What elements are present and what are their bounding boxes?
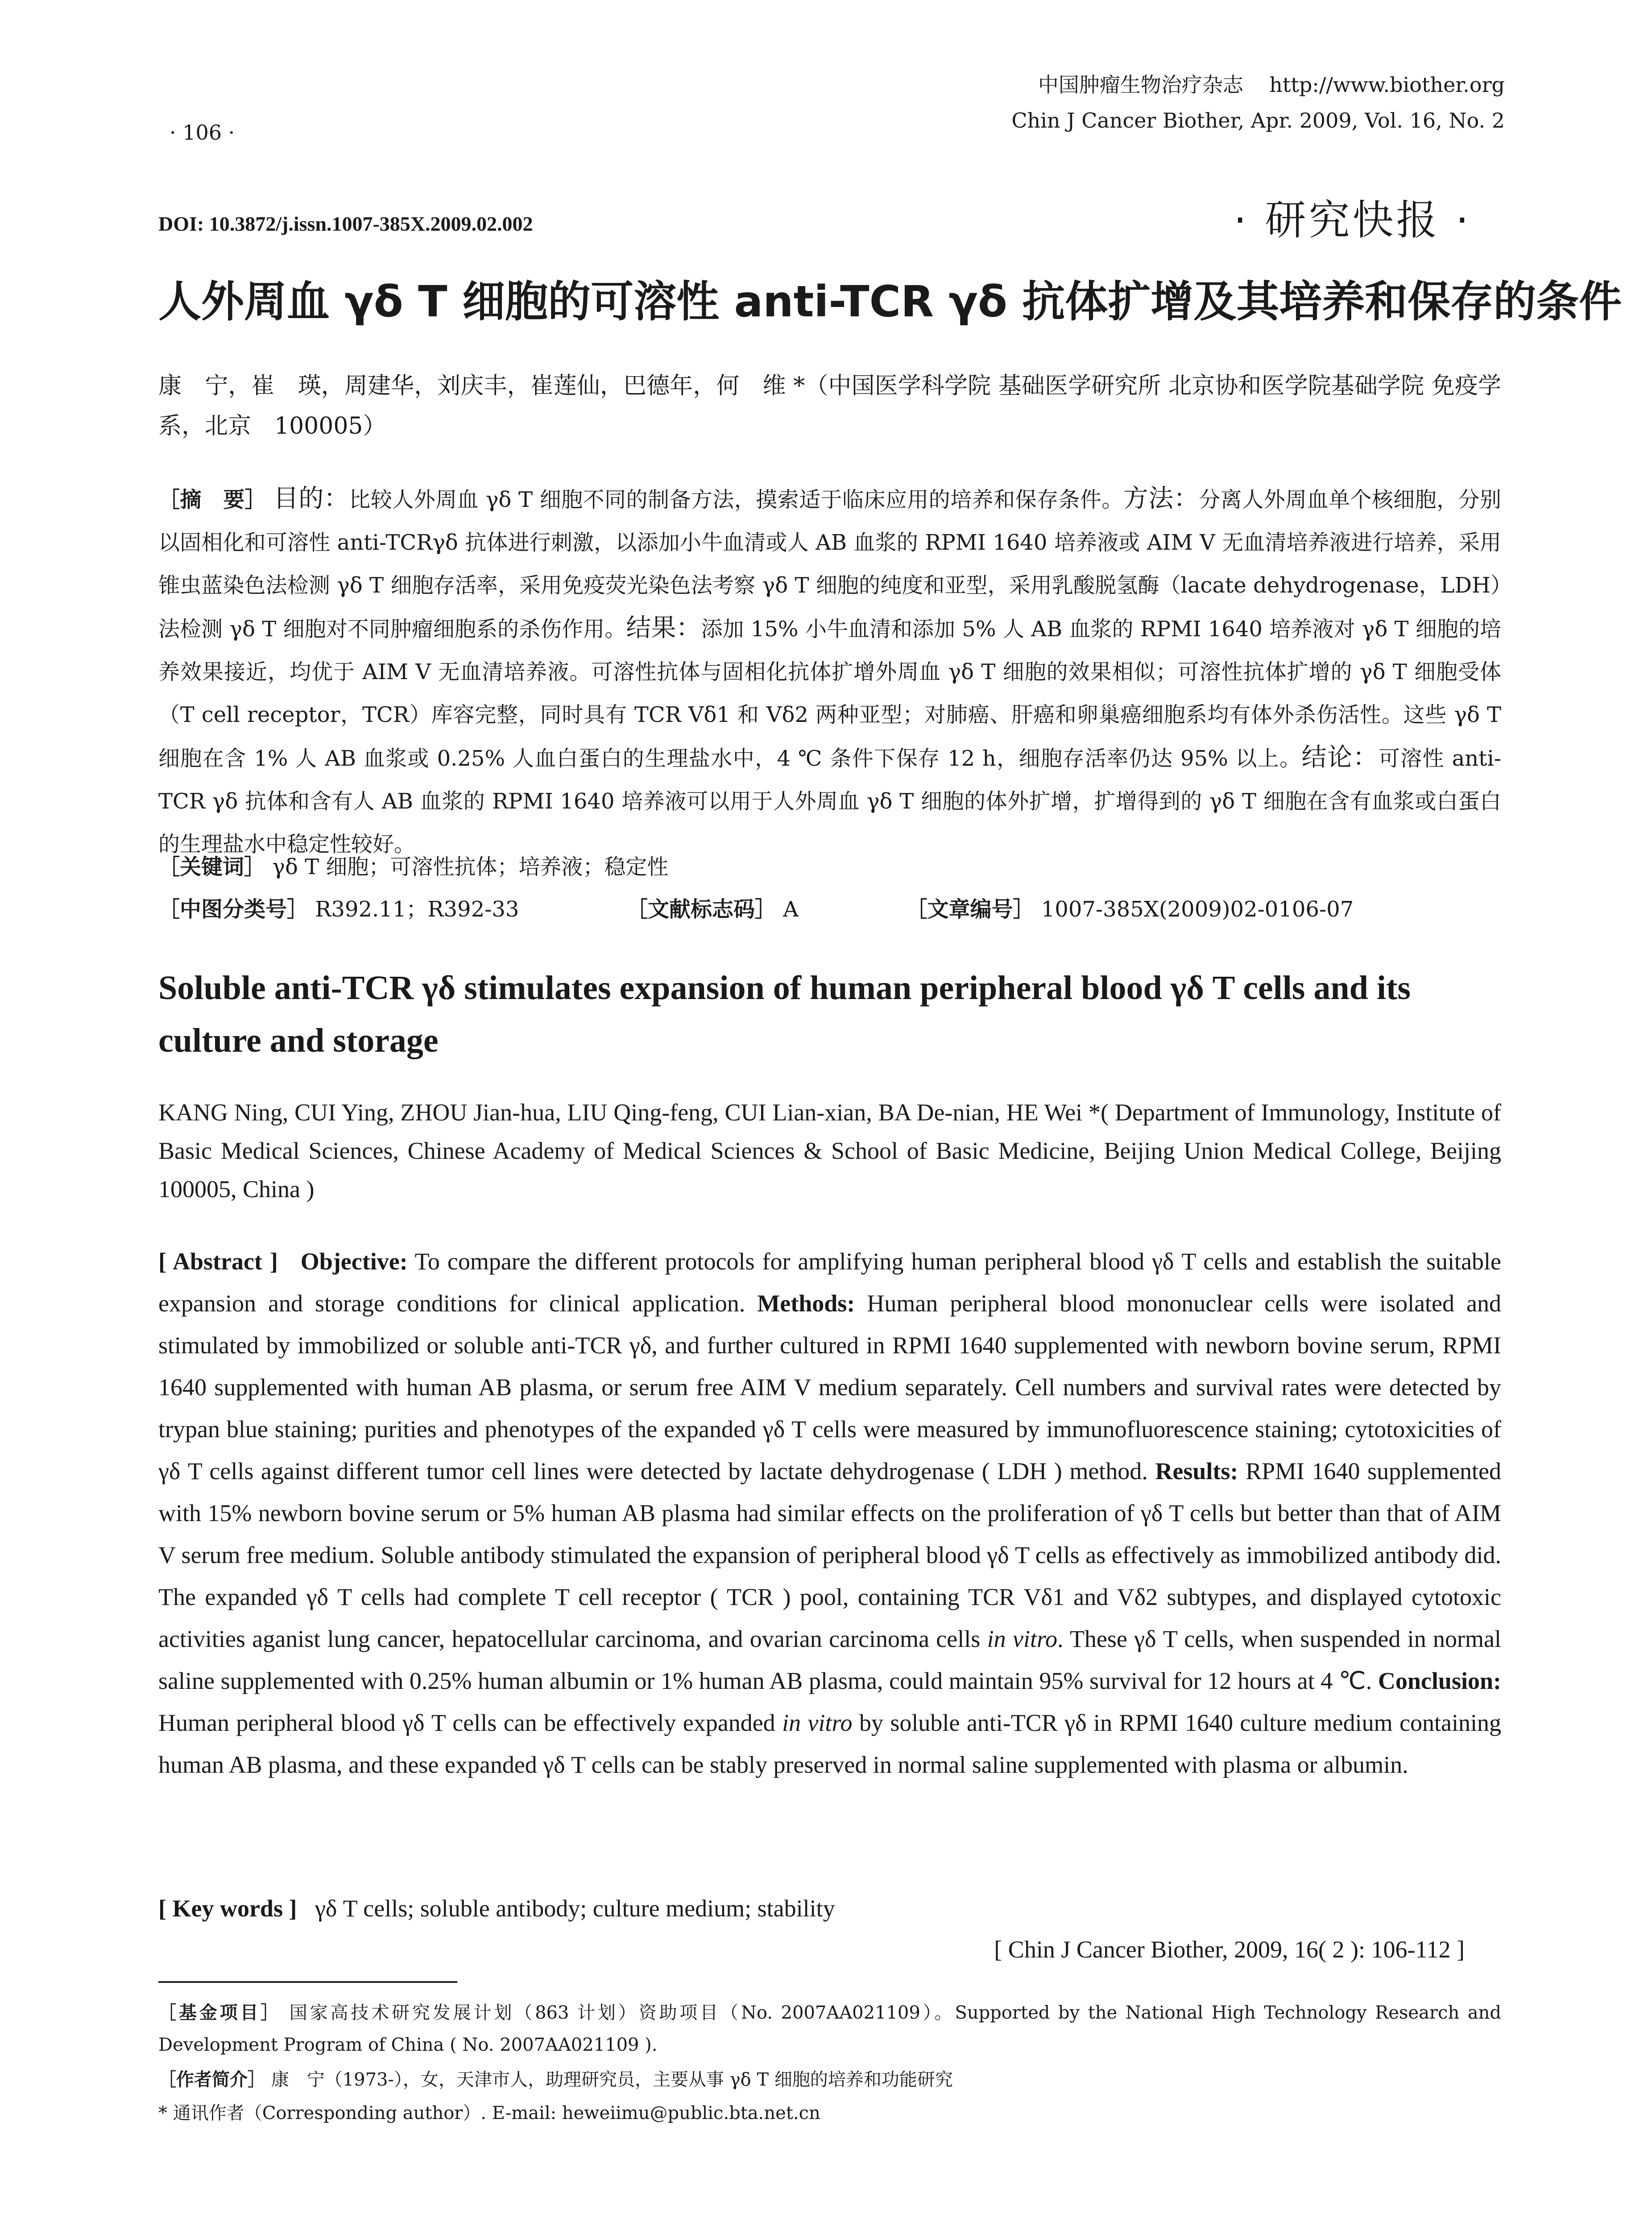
keywords-en-tag: [ Key words ] (158, 1895, 297, 1922)
abstract-cn-results: 添加 15% 小牛血清和添加 5% 人 AB 血浆的 RPMI 1640 培养液对 γδ T 细胞的培养效果接近，均优于 AIM V 无血清培养液。可溶性抗体与固相化抗体扩增外周血 γδ T 细胞的效果相似；可溶性抗体扩增的 γδ T 细胞受体（T cell receptor，TCR）库容完整，同时具有 TCR Vδ1 和 Vδ2 两种亚型；对肺癌、肝癌和卵巢癌细胞系均有体外杀伤活性。这些 γδ T 细胞在含 1% 人 AB 血浆或 0.25% 人血白蛋白的生理盐水中，4 ℃ 条件下保存 12 h，细胞存活率仍达 95% 以上。 (158, 617, 1501, 771)
abstract-en-in-vitro-2: in vitro (782, 1709, 853, 1736)
abstract-en-conclusion-part2: by soluble anti-TCR γδ in RPMI 1640 culture medium containing human AB plasma, and these expanded γδ T cells can be stably preserved in normal saline supplemented with plasma or albumin. (158, 1709, 1502, 1778)
clc-tag: ［中图分类号］ (158, 897, 309, 922)
abstract-cn-conclusion: 可溶性 anti-TCR γδ 抗体和含有人 AB 血浆的 RPMI 1640 培养液可以用于人外周血 γδ T 细胞的体外扩增，扩增得到的 γδ T 细胞在含有血浆或白蛋白的生理盐水中稳定性较好。 (158, 746, 1501, 857)
journal-cn-website: 中国肿瘤生物治疗杂志 http://www.biother.org (1038, 73, 1505, 97)
keywords-cn-text: γδ T 细胞；可溶性抗体；培养液；稳定性 (272, 854, 669, 879)
abstract-cn-conclusion-head: 结论： (1301, 743, 1379, 772)
article-id-tag: ［文章编号］ (906, 897, 1035, 922)
classification-row (158, 888, 1501, 931)
keywords-cn-tag: ［关键词］ (158, 854, 266, 879)
abstract-en-conclusion-head: Conclusion: (1378, 1667, 1501, 1694)
abstract-en-results-head: Results: (1155, 1458, 1238, 1485)
clc-number: R392.11；R392-33 (315, 897, 519, 922)
abstract-en-objective-head: Objective: (300, 1248, 408, 1275)
abstract-en-methods: Human peripheral blood mononuclear cells were isolated and stimulated by immobilized or soluble anti-TCR γδ, and further cultured in RPMI 1640 supplemented with newborn bovine serum, RPMI 1640 supplemented with human AB plasma, or serum free AIM V medium separately. Cell numbers and survival rates were detected by trypan blue staining; purities and phenotypes of the expanded γδ T cells were measured by immunofluorescence staining; cytotoxicities of γδ T cells against different tumor cell lines were detected by lactate dehydrogenase ( LDH ) method. (158, 1290, 1502, 1485)
running-header (1011, 67, 1505, 138)
page-number: · 106 · (170, 120, 235, 145)
citation: [ Chin J Cancer Biother, 2009, 16( 2 ): 106-112 ] (994, 1936, 1465, 1963)
abstract-cn-objective: 比较人外周血 γδ T 细胞不同的制备方法，摸索适于临床应用的培养和保存条件。 (349, 487, 1123, 512)
footnote-funding (158, 1997, 1501, 2061)
author-info-text: 康 宁（1973-），女，天津市人，助理研究员，主要从事 γδ T 细胞的培养和功能研究 (271, 2069, 953, 2090)
abstract-en-conclusion-part1: Human peripheral blood γδ T cells can be effectively expanded (158, 1709, 775, 1736)
author-info-tag: ［作者简介］ (158, 2069, 265, 2090)
abstract-en-methods-head: Methods: (757, 1290, 855, 1317)
abstract-en-results-part1: RPMI 1640 supplemented with 15% newborn bovine serum or 5% human AB plasma had similar effects on the proliferation of γδ T cells but better than that of AIM V serum free medium. Soluble antibody stimulated the expansion of peripheral blood γδ T cells as effectively as immobilized antibody did. The expanded γδ T cells had complete T cell receptor ( TCR ) pool, containing TCR Vδ1 and Vδ2 subtypes, and displayed cytotoxic activities aganist lung cancer, hepatocellular carcinoma, and ovarian carcinoma cells (158, 1458, 1502, 1652)
abstract-en-in-vitro-1: in vitro (987, 1626, 1057, 1652)
doi: DOI: 10.3872/j.issn.1007-385X.2009.02.002 (158, 212, 533, 235)
footnote-divider (158, 1981, 457, 1983)
journal-en-citation: Chin J Cancer Biother, Apr. 2009, Vol. 16, No. 2 (1011, 108, 1505, 133)
abstract-en-tag: [ Abstract ] (158, 1248, 278, 1275)
keywords-en-text: γδ T cells; soluble antibody; culture medium; stability (315, 1895, 835, 1922)
abstract-cn-tag: ［摘 要］ (158, 487, 267, 512)
abstract-en-objective: To compare the different protocols for amplifying human peripheral blood γδ T cells and establish the suitable expansion and storage conditions for clinical application. (158, 1248, 1502, 1317)
keywords-en (158, 1887, 835, 1929)
abstract-cn-results-head: 结果： (626, 614, 701, 643)
footnote-corresponding: * 通讯作者（Corresponding author）. E-mail: heweiimu@public.bta.net.cn (158, 2103, 820, 2123)
doc-code: A (783, 897, 799, 922)
abstract-cn (158, 477, 1501, 866)
doc-code-tag: ［文献标志码］ (626, 897, 776, 922)
authors-en: KANG Ning, CUI Ying, ZHOU Jian-hua, LIU Qing-feng, CUI Lian-xian, BA De-nian, HE Wei *( Department of Immunology, Institute of Basic Medical Sciences, Chinese Academy of Medical Sciences & School of Basic Medicine, Beijing Union Medical College, Beijing 100005, China ) (158, 1099, 1501, 1203)
article-id: 1007-385X(2009)02-0106-07 (1041, 897, 1354, 922)
column-tag: · 研究快报 · (1234, 196, 1471, 244)
title-en: Soluble anti-TCR γδ stimulates expansion of human peripheral blood γδ T cells and its culture and storage (158, 969, 1411, 1059)
abstract-cn-objective-head: 目的： (273, 484, 349, 513)
funding-text: 国家高技术研究发展计划（863 计划）资助项目（No. 2007AA021109）。Supported by the National High Technology Research and Development Program of China ( No. 2007AA021109 ). (158, 2003, 1501, 2055)
title-cn: 人外周血 γδ T 细胞的可溶性 anti-TCR γδ 抗体扩增及其培养和保存的条件 (158, 277, 1622, 327)
abstract-cn-methods: 分离人外周血单个核细胞，分别以固相化和可溶性 anti-TCRγδ 抗体进行刺激，以添加小牛血清或人 AB 血浆的 RPMI 1640 培养液或 AIM V 无血清培养液进行培养，采用锥虫蓝染色法检测 γδ T 细胞存活率，采用免疫荧光染色法考察 γδ T 细胞的纯度和亚型，采用乳酸脱氢酶（lacate dehydrogenase，LDH）法检测 γδ T 细胞对不同肿瘤细胞系的杀伤作用。 (158, 487, 1501, 642)
abstract-en (158, 1240, 1501, 1786)
authors-cn: 康 宁，崔 瑛，周建华，刘庆丰，崔莲仙，巴德年，何 维 *（中国医学科学院 基础医学研究所 北京协和医学院基础学院 免疫学系，北京 100005） (158, 373, 1501, 440)
funding-tag: ［基金项目］ (158, 2003, 282, 2023)
abstract-en-results-part2: . These γδ T cells, when suspended in normal saline supplemented with 0.25% human albumin or 1% human AB plasma, could maintain 95% survival for 12 hours at 4 ℃. (158, 1626, 1502, 1694)
abstract-cn-methods-head: 方法： (1123, 484, 1199, 513)
footnote-author (158, 2064, 1501, 2096)
keywords-cn (158, 846, 668, 888)
